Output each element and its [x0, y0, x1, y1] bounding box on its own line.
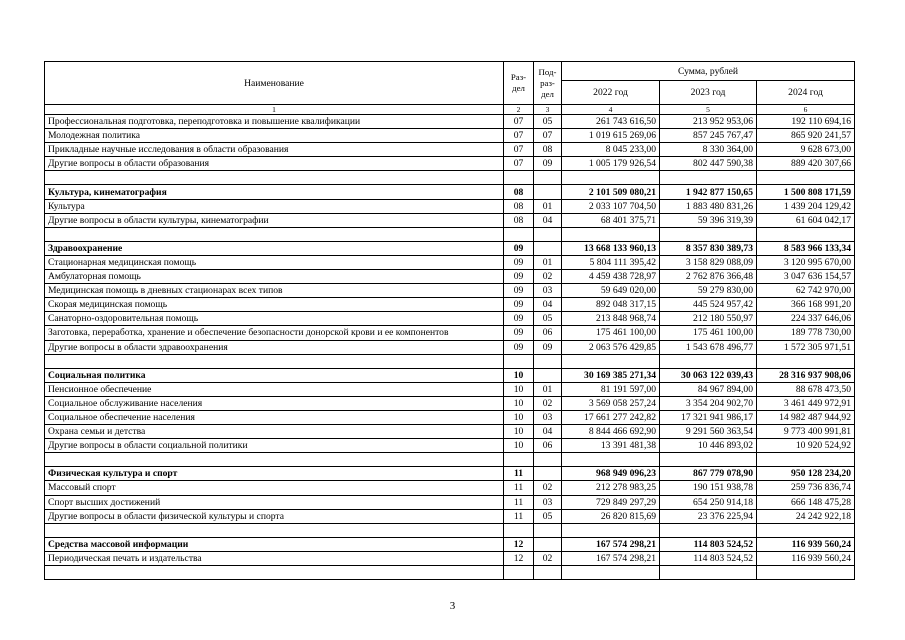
row-name: Физическая культура и спорт	[45, 467, 504, 481]
row-value-2024: 889 420 307,66	[757, 157, 855, 171]
table-row	[45, 326, 855, 340]
row-name	[45, 171, 504, 185]
table-row	[45, 129, 855, 143]
row-value-2023: 1 543 678 496,77	[660, 340, 757, 354]
row-value-2023: 59 396 319,39	[660, 213, 757, 227]
row-value-2024: 14 982 487 944,92	[757, 410, 855, 424]
column-number: 4	[562, 105, 660, 115]
row-value-2022: 26 820 815,69	[562, 509, 660, 523]
row-value-2024	[757, 227, 855, 241]
row-value-2024: 1 439 204 129,42	[757, 199, 855, 213]
table-row	[45, 537, 855, 551]
row-value-2023: 802 447 590,38	[660, 157, 757, 171]
row-podrazdel	[534, 368, 562, 382]
table-row	[45, 241, 855, 255]
row-value-2022	[562, 354, 660, 368]
row-razdel: 07	[504, 129, 534, 143]
row-razdel	[504, 227, 534, 241]
row-value-2022: 261 743 616,50	[562, 115, 660, 129]
row-podrazdel	[534, 453, 562, 467]
page-number: 3	[449, 600, 456, 612]
row-value-2023: 8 330 364,00	[660, 143, 757, 157]
row-value-2022: 13 668 133 960,13	[562, 241, 660, 255]
row-razdel: 11	[504, 509, 534, 523]
table-row	[45, 270, 855, 284]
row-value-2022: 8 045 233,00	[562, 143, 660, 157]
row-value-2024: 259 736 836,74	[757, 481, 855, 495]
row-name: Охрана семьи и детства	[45, 425, 504, 439]
row-name: Амбулаторная помощь	[45, 270, 504, 284]
row-value-2023	[660, 523, 757, 537]
row-podrazdel	[534, 241, 562, 255]
row-razdel: 10	[504, 382, 534, 396]
column-number: 6	[757, 105, 855, 115]
table-row	[45, 298, 855, 312]
row-podrazdel: 05	[534, 115, 562, 129]
row-podrazdel: 02	[534, 270, 562, 284]
row-name: Культура, кинематография	[45, 185, 504, 199]
table-row	[45, 382, 855, 396]
row-name: Заготовка, переработка, хранение и обеспечение безопасности донорской крови и ее компонентов	[45, 326, 504, 340]
row-value-2022: 2 063 576 429,85	[562, 340, 660, 354]
row-razdel: 11	[504, 495, 534, 509]
row-value-2023: 3 158 829 088,09	[660, 255, 757, 269]
row-value-2023: 9 291 560 363,54	[660, 425, 757, 439]
row-value-2023: 8 357 830 389,73	[660, 241, 757, 255]
row-value-2024: 8 583 966 133,34	[757, 241, 855, 255]
row-name: Социальная политика	[45, 368, 504, 382]
header-razdel: Раз- дел	[504, 62, 534, 105]
row-name: Профессиональная подготовка, переподготовка и повышение квалификации	[45, 115, 504, 129]
row-podrazdel	[534, 227, 562, 241]
row-name	[45, 453, 504, 467]
row-podrazdel: 02	[534, 481, 562, 495]
column-number: 3	[534, 105, 562, 115]
row-podrazdel: 03	[534, 284, 562, 298]
row-name: Культура	[45, 199, 504, 213]
row-value-2023: 2 762 876 366,48	[660, 270, 757, 284]
row-value-2022: 17 661 277 242,82	[562, 410, 660, 424]
row-value-2024: 9 628 673,00	[757, 143, 855, 157]
table-row	[45, 312, 855, 326]
row-value-2024	[757, 453, 855, 467]
row-value-2022: 59 649 020,00	[562, 284, 660, 298]
row-value-2024	[757, 354, 855, 368]
row-razdel	[504, 354, 534, 368]
table-row	[45, 255, 855, 269]
column-number: 5	[660, 105, 757, 115]
table-row	[45, 199, 855, 213]
row-razdel: 09	[504, 312, 534, 326]
row-razdel: 12	[504, 551, 534, 565]
row-name	[45, 354, 504, 368]
row-value-2023: 114 803 524,52	[660, 537, 757, 551]
row-value-2023	[660, 354, 757, 368]
row-podrazdel: 02	[534, 396, 562, 410]
row-value-2024: 666 148 475,28	[757, 495, 855, 509]
row-podrazdel	[534, 537, 562, 551]
row-value-2023: 1 883 480 831,26	[660, 199, 757, 213]
table-row	[45, 439, 855, 453]
row-name: Средства массовой информации	[45, 537, 504, 551]
row-value-2022: 892 048 317,15	[562, 298, 660, 312]
row-value-2024: 3 120 995 670,00	[757, 255, 855, 269]
row-value-2022: 1 005 179 926,54	[562, 157, 660, 171]
row-razdel: 08	[504, 199, 534, 213]
row-value-2023	[660, 227, 757, 241]
spacer-row	[45, 523, 855, 537]
row-value-2024: 88 678 473,50	[757, 382, 855, 396]
row-podrazdel: 04	[534, 425, 562, 439]
row-value-2023: 59 279 830,00	[660, 284, 757, 298]
row-name: Другие вопросы в области здравоохранения	[45, 340, 504, 354]
row-podrazdel: 06	[534, 439, 562, 453]
table-header	[45, 62, 855, 105]
row-razdel: 10	[504, 410, 534, 424]
row-value-2022: 729 849 297,29	[562, 495, 660, 509]
row-razdel: 10	[504, 368, 534, 382]
row-razdel: 07	[504, 115, 534, 129]
row-value-2023: 1 942 877 150,65	[660, 185, 757, 199]
row-razdel: 10	[504, 425, 534, 439]
row-value-2024: 1 500 808 171,59	[757, 185, 855, 199]
table-row	[45, 396, 855, 410]
row-name: Периодическая печать и издательства	[45, 551, 504, 565]
row-value-2024: 24 242 922,18	[757, 509, 855, 523]
row-podrazdel: 05	[534, 509, 562, 523]
row-value-2023: 867 779 078,90	[660, 467, 757, 481]
row-razdel: 07	[504, 157, 534, 171]
budget-table	[44, 61, 855, 580]
row-name: Другие вопросы в области социальной политики	[45, 439, 504, 453]
row-value-2022: 968 949 096,23	[562, 467, 660, 481]
row-value-2022: 4 459 438 728,97	[562, 270, 660, 284]
row-name: Другие вопросы в области культуры, кинематографии	[45, 213, 504, 227]
row-value-2022: 213 848 968,74	[562, 312, 660, 326]
row-value-2023: 857 245 767,47	[660, 129, 757, 143]
row-value-2024: 192 110 694,16	[757, 115, 855, 129]
row-name: Скорая медицинская помощь	[45, 298, 504, 312]
table-row	[45, 213, 855, 227]
row-value-2024: 28 316 937 908,06	[757, 368, 855, 382]
row-podrazdel: 04	[534, 298, 562, 312]
row-value-2024	[757, 171, 855, 185]
row-value-2022: 30 169 385 271,34	[562, 368, 660, 382]
row-name: Здравоохранение	[45, 241, 504, 255]
row-razdel: 09	[504, 255, 534, 269]
row-name: Спорт высших достижений	[45, 495, 504, 509]
header-podrazdel: Под- раз- дел	[534, 62, 562, 105]
column-number: 2	[504, 105, 534, 115]
row-podrazdel: 02	[534, 551, 562, 565]
row-razdel: 07	[504, 143, 534, 157]
row-razdel	[504, 523, 534, 537]
row-razdel	[504, 453, 534, 467]
row-razdel: 09	[504, 340, 534, 354]
row-podrazdel	[534, 354, 562, 368]
row-value-2024: 224 337 646,06	[757, 312, 855, 326]
row-podrazdel: 01	[534, 255, 562, 269]
row-value-2023	[660, 453, 757, 467]
spacer-row	[45, 566, 855, 580]
table-row	[45, 410, 855, 424]
row-value-2022	[562, 566, 660, 580]
table-body	[45, 105, 855, 580]
row-value-2023	[660, 171, 757, 185]
row-value-2024: 10 920 524,92	[757, 439, 855, 453]
table-row	[45, 284, 855, 298]
row-name: Санаторно-оздоровительная помощь	[45, 312, 504, 326]
table-row	[45, 467, 855, 481]
header-sum: Сумма, рублей	[562, 62, 855, 81]
row-podrazdel: 06	[534, 326, 562, 340]
row-razdel: 09	[504, 326, 534, 340]
row-razdel: 09	[504, 270, 534, 284]
row-value-2023: 84 967 894,00	[660, 382, 757, 396]
row-name: Молодежная политика	[45, 129, 504, 143]
row-value-2022: 5 804 111 395,42	[562, 255, 660, 269]
row-value-2022: 2 033 107 704,50	[562, 199, 660, 213]
row-value-2022: 175 461 100,00	[562, 326, 660, 340]
row-value-2024	[757, 566, 855, 580]
header-2023: 2023 год	[660, 81, 757, 105]
table-row	[45, 368, 855, 382]
row-value-2023: 213 952 953,06	[660, 115, 757, 129]
row-name	[45, 227, 504, 241]
row-value-2022: 81 191 597,00	[562, 382, 660, 396]
header-name: Наименование	[45, 62, 504, 105]
table-row	[45, 143, 855, 157]
row-value-2022: 167 574 298,21	[562, 551, 660, 565]
row-name	[45, 566, 504, 580]
row-podrazdel: 01	[534, 199, 562, 213]
row-value-2022	[562, 523, 660, 537]
table-row	[45, 340, 855, 354]
row-value-2022	[562, 227, 660, 241]
row-value-2022: 68 401 375,71	[562, 213, 660, 227]
row-value-2022	[562, 453, 660, 467]
row-razdel: 09	[504, 241, 534, 255]
row-podrazdel: 09	[534, 157, 562, 171]
row-razdel: 09	[504, 298, 534, 312]
row-podrazdel: 07	[534, 129, 562, 143]
row-value-2023: 17 321 941 986,17	[660, 410, 757, 424]
row-value-2024: 62 742 970,00	[757, 284, 855, 298]
row-podrazdel: 03	[534, 495, 562, 509]
row-podrazdel: 09	[534, 340, 562, 354]
row-value-2023: 114 803 524,52	[660, 551, 757, 565]
row-podrazdel: 08	[534, 143, 562, 157]
table-row	[45, 551, 855, 565]
row-razdel: 08	[504, 185, 534, 199]
table-row	[45, 157, 855, 171]
spacer-row	[45, 171, 855, 185]
row-value-2022: 2 101 509 080,21	[562, 185, 660, 199]
row-podrazdel	[534, 185, 562, 199]
row-value-2023: 23 376 225,94	[660, 509, 757, 523]
table-row	[45, 495, 855, 509]
spacer-row	[45, 354, 855, 368]
row-value-2023: 445 524 957,42	[660, 298, 757, 312]
row-razdel: 11	[504, 481, 534, 495]
row-razdel: 10	[504, 439, 534, 453]
row-value-2024: 3 461 449 972,91	[757, 396, 855, 410]
spacer-row	[45, 453, 855, 467]
row-value-2023: 654 250 914,18	[660, 495, 757, 509]
row-value-2024: 189 778 730,00	[757, 326, 855, 340]
row-podrazdel	[534, 566, 562, 580]
row-podrazdel	[534, 467, 562, 481]
row-value-2022: 3 569 058 257,24	[562, 396, 660, 410]
row-name: Пенсионное обеспечение	[45, 382, 504, 396]
row-podrazdel: 01	[534, 382, 562, 396]
row-name: Медицинская помощь в дневных стационарах всех типов	[45, 284, 504, 298]
row-razdel: 11	[504, 467, 534, 481]
row-name: Социальное обслуживание населения	[45, 396, 504, 410]
row-name: Другие вопросы в области образования	[45, 157, 504, 171]
row-name: Массовый спорт	[45, 481, 504, 495]
row-value-2022: 8 844 466 692,90	[562, 425, 660, 439]
row-name: Другие вопросы в области физической культуры и спорта	[45, 509, 504, 523]
row-value-2022: 1 019 615 269,06	[562, 129, 660, 143]
row-razdel: 08	[504, 213, 534, 227]
row-podrazdel: 04	[534, 213, 562, 227]
row-value-2023: 10 446 893,02	[660, 439, 757, 453]
row-value-2024: 3 047 636 154,57	[757, 270, 855, 284]
row-value-2024: 865 920 241,57	[757, 129, 855, 143]
row-name	[45, 523, 504, 537]
row-value-2022: 167 574 298,21	[562, 537, 660, 551]
table-row	[45, 425, 855, 439]
row-razdel	[504, 566, 534, 580]
row-razdel: 12	[504, 537, 534, 551]
row-value-2023: 30 063 122 039,43	[660, 368, 757, 382]
header-2024: 2024 год	[757, 81, 855, 105]
table-row	[45, 115, 855, 129]
row-value-2023: 212 180 550,97	[660, 312, 757, 326]
row-podrazdel	[534, 523, 562, 537]
row-value-2024: 61 604 042,17	[757, 213, 855, 227]
row-value-2023: 175 461 100,00	[660, 326, 757, 340]
row-value-2022: 13 391 481,38	[562, 439, 660, 453]
header-2022: 2022 год	[562, 81, 660, 105]
column-number: 1	[45, 105, 504, 115]
spacer-row	[45, 227, 855, 241]
row-value-2024: 950 128 234,20	[757, 467, 855, 481]
row-podrazdel	[534, 171, 562, 185]
row-podrazdel: 05	[534, 312, 562, 326]
row-value-2024: 1 572 305 971,51	[757, 340, 855, 354]
row-value-2024: 9 773 400 991,81	[757, 425, 855, 439]
row-razdel	[504, 171, 534, 185]
row-value-2022: 212 278 983,25	[562, 481, 660, 495]
table-row	[45, 185, 855, 199]
row-value-2024: 116 939 560,24	[757, 551, 855, 565]
row-value-2024	[757, 523, 855, 537]
row-value-2023: 190 151 938,78	[660, 481, 757, 495]
row-value-2024: 116 939 560,24	[757, 537, 855, 551]
row-podrazdel: 03	[534, 410, 562, 424]
row-razdel: 09	[504, 284, 534, 298]
column-number-row	[45, 105, 855, 115]
row-value-2023: 3 354 204 902,70	[660, 396, 757, 410]
table-row	[45, 481, 855, 495]
row-value-2024: 366 168 991,20	[757, 298, 855, 312]
row-name: Социальное обеспечение населения	[45, 410, 504, 424]
row-value-2023	[660, 566, 757, 580]
row-name: Стационарная медицинская помощь	[45, 255, 504, 269]
row-name: Прикладные научные исследования в области образования	[45, 143, 504, 157]
table-row	[45, 509, 855, 523]
row-value-2022	[562, 171, 660, 185]
row-razdel: 10	[504, 396, 534, 410]
